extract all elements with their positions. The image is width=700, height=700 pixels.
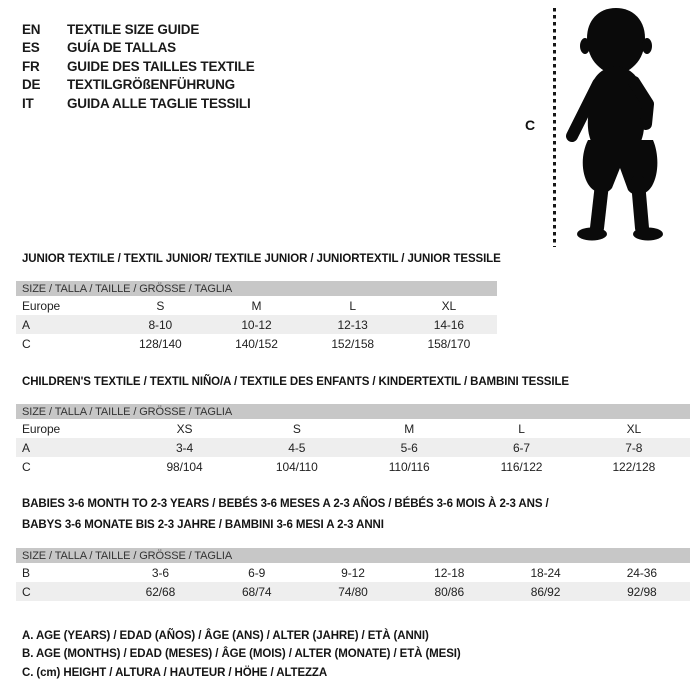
table-cell: 140/152 — [235, 336, 278, 351]
language-code: FR — [22, 58, 40, 74]
table-cell: 6-7 — [512, 440, 530, 455]
row-label: C — [22, 336, 31, 351]
language-code: ES — [22, 40, 40, 56]
table-cell: 152/158 — [331, 336, 374, 351]
table-cell: 8-10 — [148, 317, 173, 332]
table-row-b — [16, 563, 690, 582]
table-cell: 158/170 — [427, 336, 471, 351]
table-cell: 9-12 — [341, 565, 365, 580]
row-label: Europe — [22, 421, 61, 436]
table-cell: XL — [626, 421, 642, 436]
table-cell: 10-12 — [241, 317, 272, 332]
language-code: IT — [22, 95, 34, 111]
size-bar-row — [16, 404, 690, 419]
table-cell: 74/80 — [338, 584, 368, 599]
height-reference-label: C — [524, 117, 536, 133]
table-cell: 128/140 — [138, 336, 182, 351]
section-title — [16, 375, 690, 389]
table-cell: 12-18 — [434, 565, 465, 580]
table-cell: 116/122 — [500, 459, 543, 474]
table-row-c — [16, 457, 690, 476]
table-row-a — [16, 315, 497, 334]
table-cell: 6-9 — [248, 565, 266, 580]
table-cell: L — [518, 421, 525, 436]
size-table — [16, 281, 497, 353]
size-bar: SIZE / TALLA / TAILLE / GRÖSSE / TAGLIA — [16, 404, 690, 419]
table-cell: M — [251, 298, 262, 313]
table-cell: 122/128 — [612, 459, 656, 474]
table-cell: S — [156, 298, 165, 313]
table-row-europe — [16, 419, 690, 438]
table-cell: 110/116 — [388, 459, 430, 474]
table-row-c — [16, 582, 690, 601]
footnote: C. (cm) HEIGHT / ALTURA / HAUTEUR / HÖHE / ALTEZZA — [22, 666, 328, 679]
size-section-3 — [16, 494, 690, 601]
table-row-europe — [16, 296, 497, 315]
table-cell: 68/74 — [241, 584, 272, 599]
table-cell: 4-5 — [288, 440, 306, 455]
table-cell: XL — [441, 298, 457, 313]
row-label: B — [22, 565, 30, 580]
language-label: TEXTILE SIZE GUIDE — [67, 21, 200, 37]
footnote: B. AGE (MONTHS) / EDAD (MESES) / ÂGE (MOIS) / ALTER (MONATE) / ETÀ (MESI) — [22, 648, 461, 661]
table-cell: 24-36 — [626, 565, 657, 580]
size-table — [16, 404, 690, 476]
size-section-1 — [16, 252, 501, 353]
table-cell: 104/110 — [275, 459, 318, 474]
table-cell: 98/104 — [166, 459, 203, 474]
section-title-line: BABIES 3-6 MONTH TO 2-3 YEARS / BEBÉS 3-6 MESES A 2-3 AÑOS / BÉBÉS 3-6 MOIS À 2-3 ANS / — [22, 498, 549, 510]
table-cell: 7-8 — [625, 440, 643, 455]
size-section-2 — [16, 375, 690, 476]
section-title-line: JUNIOR TEXTILE / TEXTIL JUNIOR/ TEXTILE JUNIOR / JUNIORTEXTIL / JUNIOR TESSILE — [22, 253, 501, 265]
row-label: C — [22, 459, 31, 474]
language-label: GUÍA DE TALLAS — [67, 40, 176, 56]
section-title-line: BABYS 3-6 MONATE BIS 2-3 JAHRE / BAMBINI 3-6 MESI A 2-3 ANNI — [22, 519, 384, 531]
row-label: Europe — [22, 298, 61, 313]
row-label: A — [22, 440, 30, 455]
footnotes — [22, 627, 461, 682]
table-cell: 3-4 — [175, 440, 194, 455]
table-row-a — [16, 438, 690, 457]
table-cell: L — [349, 298, 356, 313]
row-label: C — [22, 584, 31, 599]
section-title-line: CHILDREN'S TEXTILE / TEXTIL NIÑO/A / TEXTILE DES ENFANTS / KINDERTEXTIL / BAMBINI TESSILE — [22, 376, 569, 388]
table-cell: XS — [176, 421, 193, 436]
size-bar: SIZE / TALLA / TAILLE / GRÖSSE / TAGLIA — [16, 548, 690, 563]
language-label: GUIDA ALLE TAGLIE TESSILI — [67, 95, 251, 111]
size-bar-row — [16, 281, 497, 296]
table-cell: 5-6 — [400, 440, 418, 455]
size-bar: SIZE / TALLA / TAILLE / GRÖSSE / TAGLIA — [16, 281, 497, 296]
table-cell: S — [292, 421, 301, 436]
section-title — [16, 252, 501, 266]
size-table — [16, 548, 690, 601]
language-code: DE — [22, 77, 41, 93]
size-bar-row — [16, 548, 690, 563]
table-cell: 92/98 — [627, 584, 657, 599]
table-cell: M — [404, 421, 415, 436]
table-cell: 18-24 — [530, 565, 561, 580]
language-label: TEXTILGRÖßENFÜHRUNG — [67, 77, 235, 93]
language-code: EN — [22, 21, 41, 37]
table-cell: 12-13 — [337, 317, 368, 332]
section-title — [16, 494, 690, 536]
footnote: A. AGE (YEARS) / EDAD (AÑOS) / ÂGE (ANS) / ALTER (JAHRE) / ETÀ (ANNI) — [22, 630, 429, 642]
row-label: A — [22, 317, 30, 332]
table-cell: 3-6 — [151, 565, 169, 580]
table-cell: 62/68 — [145, 584, 176, 599]
language-label: GUIDE DES TAILLES TEXTILE — [67, 58, 255, 74]
table-cell: 14-16 — [433, 317, 464, 332]
table-cell: 86/92 — [530, 584, 561, 599]
table-cell: 80/86 — [434, 584, 465, 599]
table-row-c — [16, 334, 497, 353]
